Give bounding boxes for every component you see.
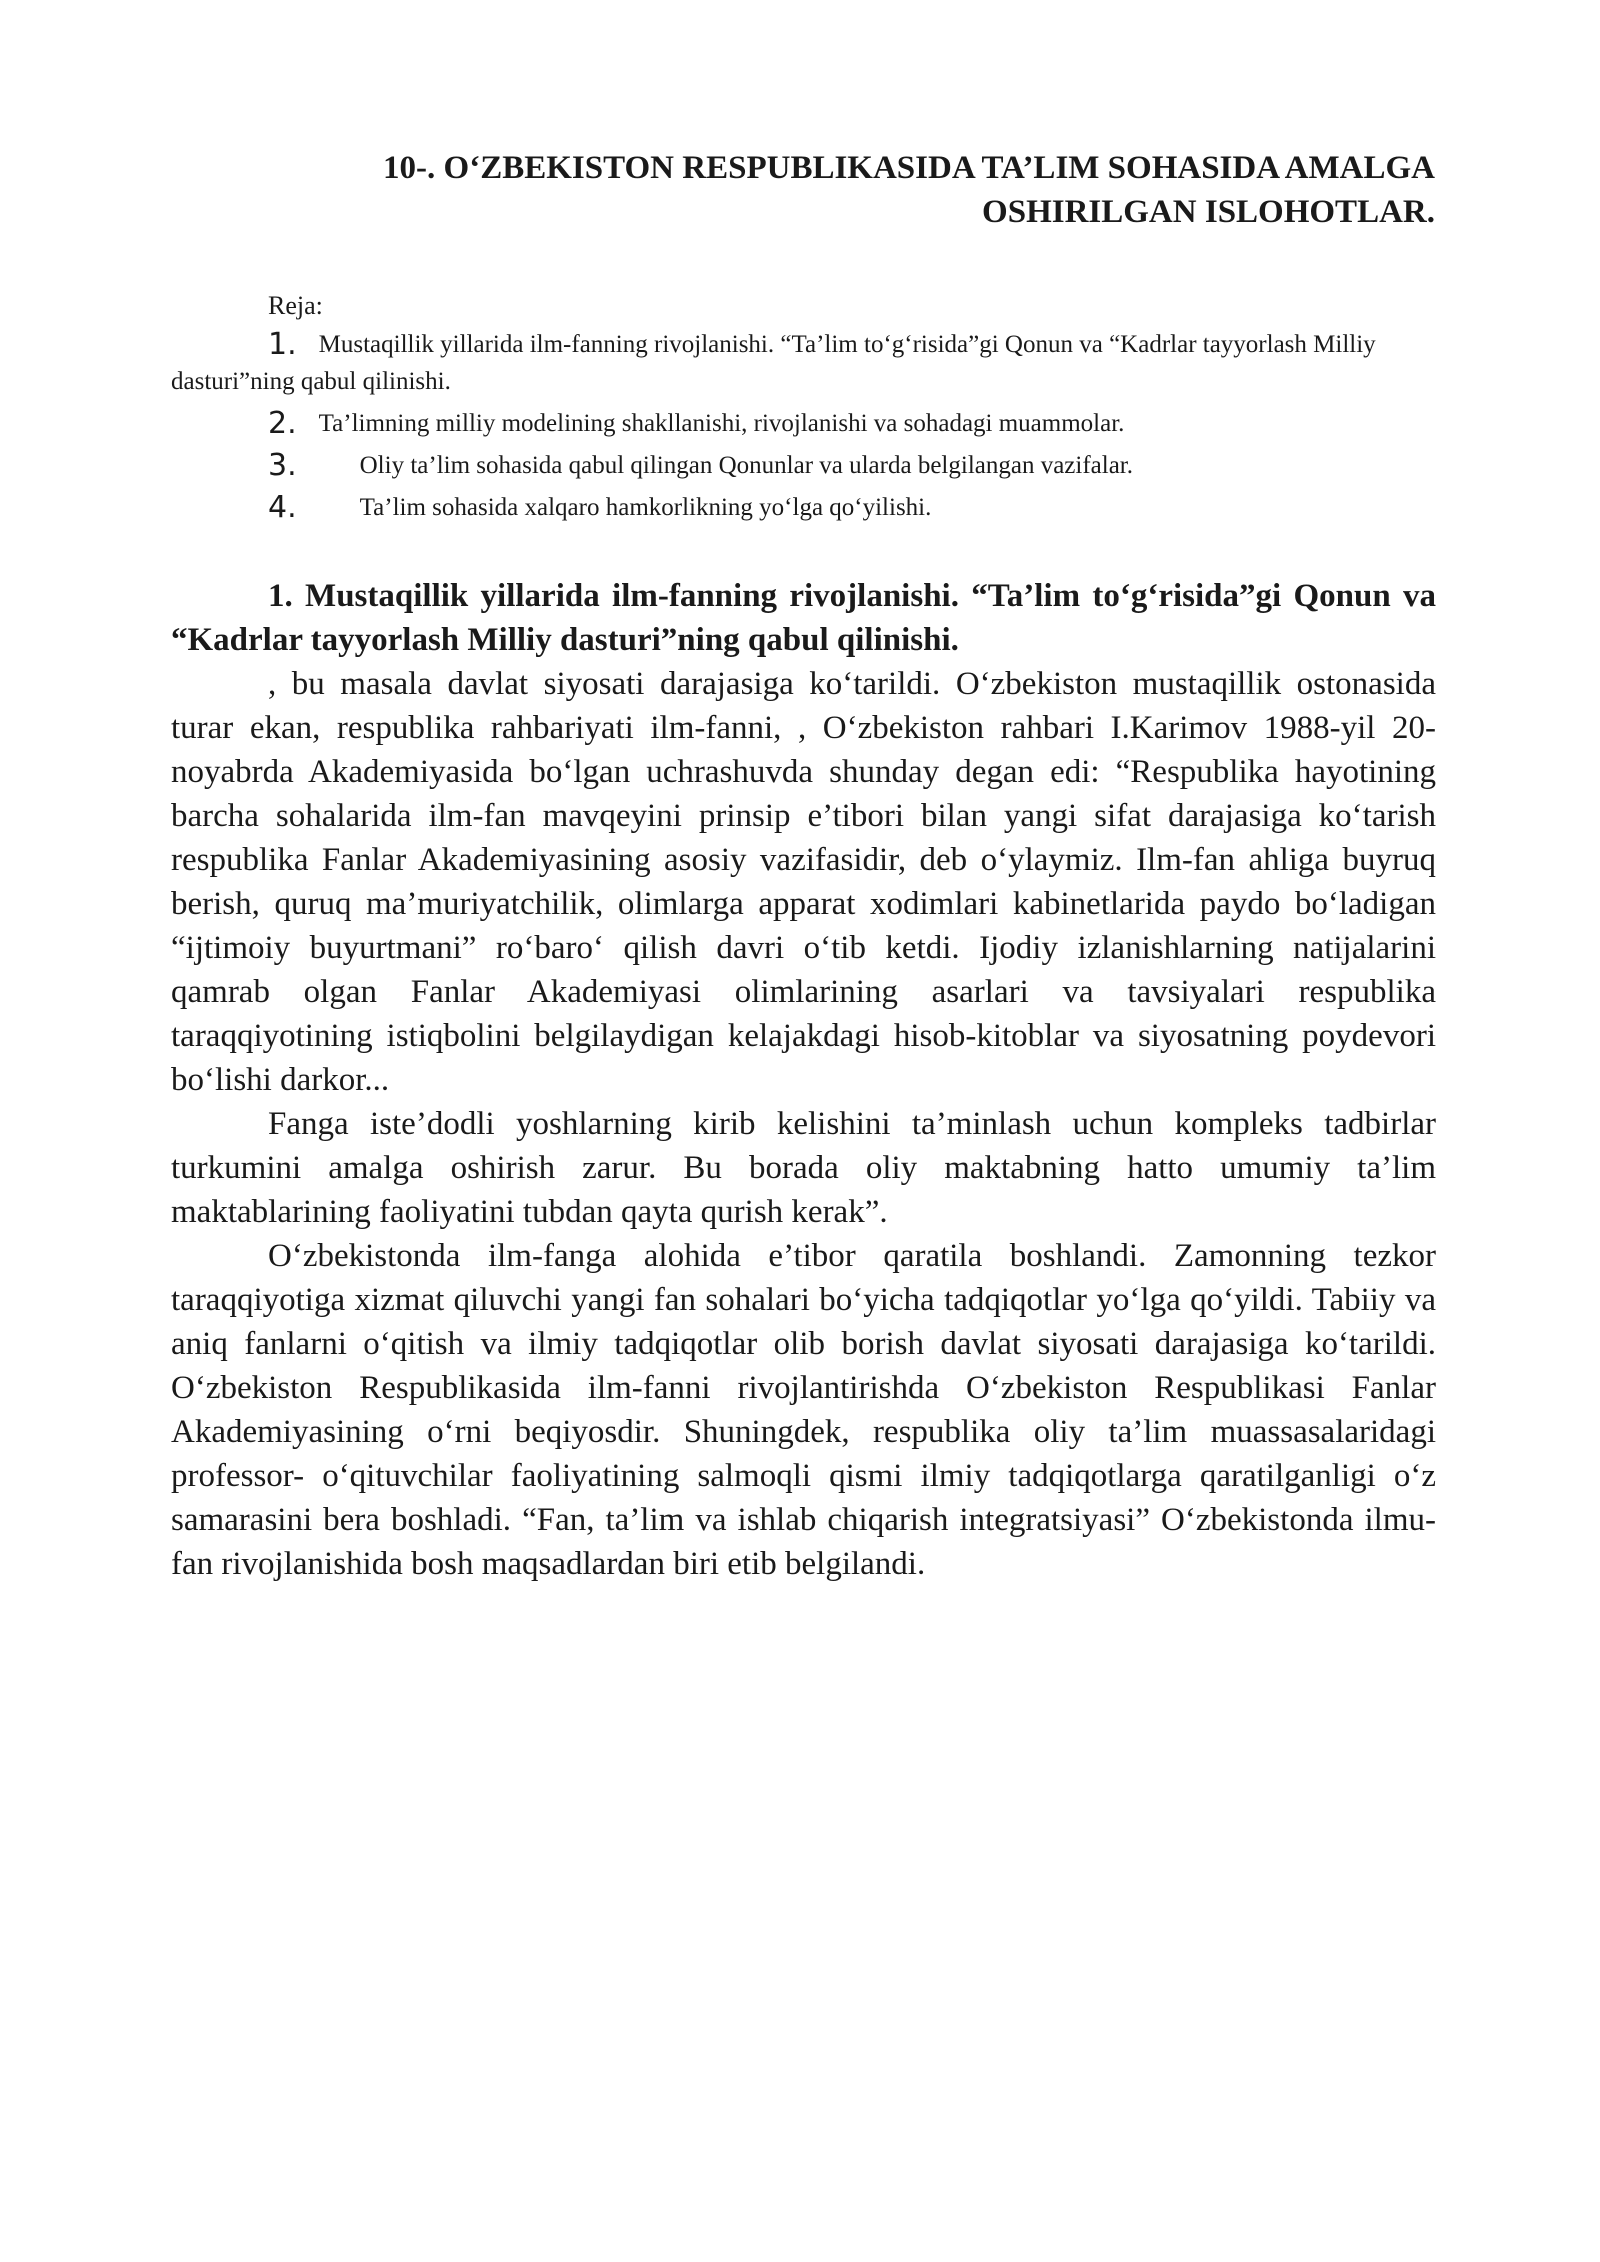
plan-item-text: Ta’lim sohasida xalqaro hamkorlikning yo‘lga qo‘yilishi. [359, 494, 932, 521]
document-title [200, 146, 1435, 234]
plan-item [171, 490, 1436, 526]
plan-item-text: Ta’limning milliy modelining shakllanishi, rivojlanishi va sohadagi muammolar. [318, 410, 1125, 437]
title-line-1: 10-. O‘ZBEKISTON RESPUBLIKASIDA TA’LIM SOHASIDA AMALGA [383, 150, 1435, 186]
plan-item-number: 3. [268, 448, 297, 483]
plan-label: Reja: [268, 291, 323, 320]
plan-item-number: 1. [268, 327, 297, 362]
plan-item-number: 4. [268, 490, 297, 525]
plan-item [171, 406, 1436, 442]
plan-item-number: 2. [268, 406, 297, 441]
plan-item [171, 326, 1436, 400]
plan-item [171, 448, 1436, 484]
title-line-2: OSHIRILGAN ISLOHOTLAR. [982, 194, 1435, 230]
section-body [171, 574, 1436, 1586]
section-heading: 1. Mustaqillik yillarida ilm-fanning rivojlanishi. “Ta’lim to‘g‘risida”gi Qonun va “Kadrlar tayyorlash Milliy dasturi”ning qabul qilinishi. [171, 578, 1436, 658]
plan-item-text: Mustaqillik yillarida ilm-fanning rivojlanishi. “Ta’lim to‘g‘risida”gi Qonun va “Kadrlar tayyorlash Milliy dasturi”ning qabul qilinishi. [171, 331, 1376, 395]
body-paragraph: , bu masala davlat siyosati darajasiga ko‘tarildi. O‘zbekiston mustaqillik ostonasida turar ekan, respublika rahbariyati ilm-fanni, , O‘zbekiston rahbari I.Karimov 1988-yil 20-noyabrda Akademiyasida bo‘lgan uchrashuvda shunday degan edi: “Respublika hayotining barcha sohalarida ilm-fan mavqeyini prinsip e’tibori bilan yangi sifat darajasiga ko‘tarish respublika Fanlar Akademiyasining asosiy vazifasidir, deb o‘ylaymiz. Ilm-fan ahliga buyruq berish, quruq ma’muriyatchilik, olimlarga apparat xodimlari kabinetlarida paydo bo‘ladigan “ijtimoiy buyurtmani” ro‘baro‘ qilish davri o‘tib ketdi. Ijodiy izlanishlarning natijalarini qamrab olgan Fanlar Akademiyasi olimlarining asarlari va tavsiyalari respublika taraqqiyotining istiqbolini belgilaydigan kelajakdagi hisob-kitoblar va siyosatning poydevori bo‘lishi darkor... [171, 666, 1436, 1098]
body-paragraph: O‘zbekistonda ilm-fanga alohida e’tibor qaratila boshlandi. Zamonning tezkor taraqqiyotiga xizmat qiluvchi yangi fan sohalari bo‘yicha tadqiqotlar yo‘lga qo‘yildi. Tabiiy va aniq fanlarni o‘qitish va ilmiy tadqiqotlar olib borish davlat siyosati darajasiga ko‘tarildi. O‘zbekiston Respublikasida ilm-fanni rivojlantirishda O‘zbekiston Respublikasi Fanlar Akademiyasining o‘rni beqiyosdir. Shuningdek, respublika oliy ta’lim muassasalaridagi professor- o‘qituvchilar faoliyatining salmoqli qismi ilmiy tadqiqotlarga qaratilganligi o‘z samarasini bera boshladi. “Fan, ta’lim va ishlab chiqarish integratsiyasi” O‘zbekistonda ilmu-fan rivojlanishida bosh maqsadlardan biri etib belgilandi. [171, 1238, 1436, 1582]
plan-list [171, 326, 1436, 532]
plan-item-text: Oliy ta’lim sohasida qabul qilingan Qonunlar va ularda belgilangan vazifalar. [359, 452, 1134, 479]
body-paragraph: Fanga iste’dodli yoshlarning kirib kelishini ta’minlash uchun kompleks tadbirlar turkumini amalga oshirish zarur. Bu borada oliy maktabning hatto umumiy ta’lim maktablarining faoliyatini tubdan qayta qurish kerak”. [171, 1106, 1436, 1230]
